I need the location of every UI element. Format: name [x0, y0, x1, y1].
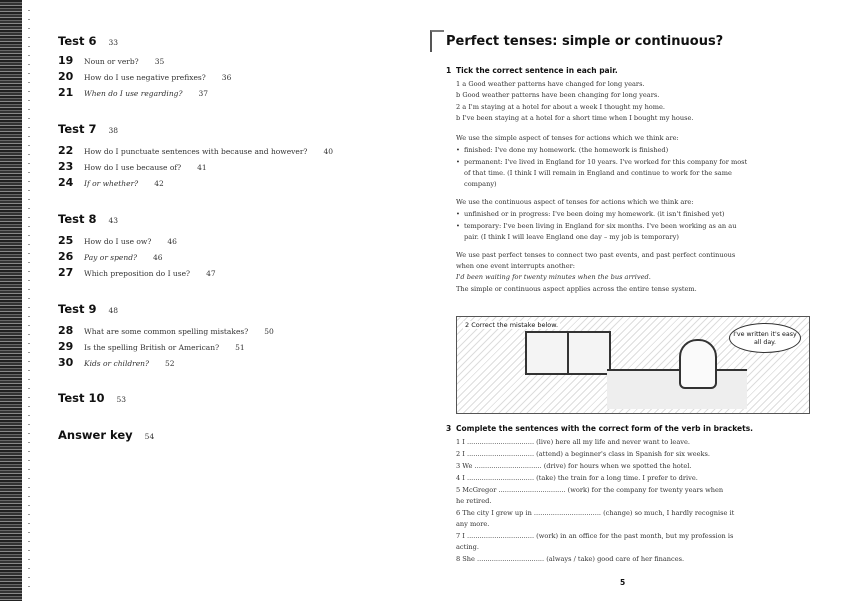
section-1-heading: 1 Tick the correct sentence in each pair.: [446, 66, 618, 75]
explanation-text: of that time. (I think I will remain in England and continue to work for the same: [464, 169, 732, 177]
gap-fill-line[interactable]: 1 I ................................ (live) here all my life and never want to leave.: [456, 438, 690, 446]
cartoon-illustration: [456, 316, 810, 414]
scan-binding-edge: [0, 0, 22, 601]
contents-entry[interactable]: 28 What are some common spelling mistakes? 50: [58, 324, 274, 337]
explanation-text: pair. (I think I will leave England one day – my job is temporary): [464, 233, 679, 241]
gap-fill-line[interactable]: 8 She ................................ (always / take) good care of her finances.: [456, 555, 685, 563]
gap-fill-line[interactable]: 5 McGregor ................................ (work) for the company for twenty years when: [456, 486, 724, 494]
explanation-bullet: • unfinished or in progress: I've been doing my homework. (it isn't finished yet): [464, 210, 724, 218]
test-heading[interactable]: Test 7 38: [58, 122, 119, 136]
example-sentence: I'd been waiting for twenty minutes when the bus arrived.: [456, 273, 651, 281]
exercise-line: 2 a I'm staying at a hotel for about a week I thought my home.: [456, 103, 666, 111]
contents-entry[interactable]: 29 Is the spelling British or American? 51: [58, 340, 245, 353]
exercise-line: b I've been staying at a hotel for a short time when I bought my house.: [456, 114, 694, 122]
explanation-text: We use past perfect tenses to connect two past events, and past perfect continuous: [456, 251, 736, 259]
gap-fill-line[interactable]: 3 We ................................ (drive) for hours when we spotted the hotel.: [456, 462, 692, 470]
cartoon-label: 2 Correct the mistake below.: [465, 321, 559, 329]
explanation-note: The simple or continuous aspect applies across the entire tense system.: [456, 285, 697, 293]
gap-fill-line[interactable]: 6 The city I grew up in ................................ (change) so much, I hardly recognise it: [456, 509, 735, 517]
speech-bubble: I've written it's easy all day.: [729, 323, 801, 353]
unit-title: Perfect tenses: simple or continuous?: [446, 34, 724, 49]
gap-fill-line[interactable]: 7 I ................................ (work) in an office for the past month, but my profession is: [456, 532, 734, 540]
explanation-text: We use the continuous aspect of tenses for actions which we think are:: [456, 198, 694, 206]
contents-entry[interactable]: 23 How do I use because of? 41: [58, 160, 207, 173]
exercise-line: b Good weather patterns have been changing for long years.: [456, 91, 660, 99]
contents-entry[interactable]: 21 When do I use regarding? 37: [58, 86, 209, 99]
explanation-text: We use the simple aspect of tenses for actions which we think are:: [456, 134, 679, 142]
unit-page: [430, 0, 830, 601]
exercise-line: 1 a Good weather patterns have changed for long years.: [456, 80, 645, 88]
contents-entry[interactable]: 20 How do I use negative prefixes? 36: [58, 70, 232, 83]
explanation-text: when one event interrupts another:: [456, 262, 575, 270]
contents-entry[interactable]: 26 Pay or spend? 46: [58, 250, 163, 263]
gap-fill-line[interactable]: 4 I ................................ (take) the train for a long time. I prefer to drive.: [456, 474, 698, 482]
explanation-bullet: • permanent: I've lived in England for 10 years. I've worked for this company for most: [464, 158, 747, 166]
cartoon-person: [679, 339, 717, 389]
contents-entry[interactable]: 24 If or whether? 42: [58, 176, 164, 189]
contents-entry[interactable]: 30 Kids or children? 52: [58, 356, 175, 369]
section-3-heading: 3 Complete the sentences with the correct form of the verb in brackets.: [446, 424, 754, 433]
answer-key-heading[interactable]: Answer key 54: [58, 428, 155, 442]
gap-fill-line: acting.: [456, 543, 479, 551]
page-number: 5: [620, 578, 626, 587]
explanation-text: company): [464, 180, 497, 188]
contents-entry[interactable]: 22 How do I punctuate sentences with because and however? 40: [58, 144, 333, 157]
contents-entry[interactable]: 27 Which preposition do I use? 47: [58, 266, 216, 279]
title-corner-mark: [430, 30, 444, 52]
test-heading[interactable]: Test 6 33: [58, 34, 119, 48]
explanation-bullet: • temporary: I've been living in England for six months. I've been working as an au: [464, 222, 736, 230]
cartoon-desk: [607, 369, 747, 409]
gap-fill-line: he retired.: [456, 497, 492, 505]
contents-entry[interactable]: 25 How do I use ow? 46: [58, 234, 177, 247]
cartoon-window: [525, 331, 611, 375]
test-heading[interactable]: Test 10 53: [58, 391, 127, 405]
gap-fill-line[interactable]: 2 I ................................ (attend) a beginner's class in Spanish for six weeks.: [456, 450, 711, 458]
margin-dots: [28, 10, 30, 590]
test-heading[interactable]: Test 9 48: [58, 302, 119, 316]
gap-fill-line: any more.: [456, 520, 490, 528]
explanation-bullet: • finished: I've done my homework. (the homework is finished): [464, 146, 668, 154]
test-heading[interactable]: Test 8 43: [58, 212, 119, 226]
contents-entry[interactable]: 19 Noun or verb? 35: [58, 54, 165, 67]
